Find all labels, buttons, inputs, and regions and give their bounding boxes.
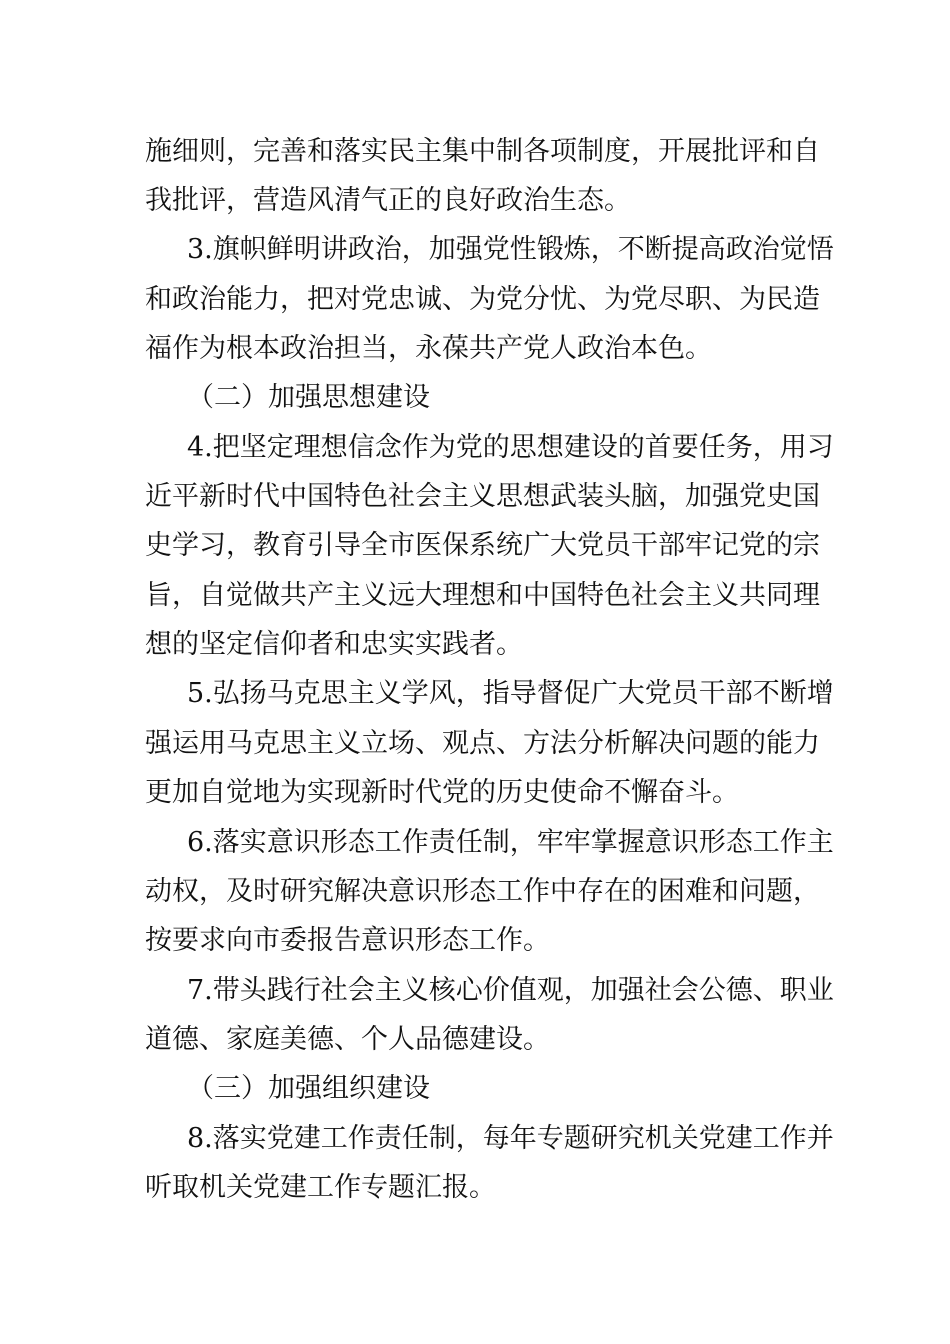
section-heading-two: （二）加强思想建设 (187, 382, 430, 413)
text-line: 按要求向市委报告意识形态工作。 (145, 925, 550, 956)
section-heading-three: （三）加强组织建设 (187, 1073, 430, 1104)
text-line: 听取机关党建工作专题汇报。 (145, 1172, 496, 1203)
paragraph-4-line: 4.把坚定理想信念作为党的思想建设的首要任务，用习 (187, 432, 834, 463)
text-line: 史学习，教育引导全市医保系统广大党员干部牢记党的宗 (145, 530, 820, 561)
text-line: 强运用马克思主义立场、观点、方法分析解决问题的能力 (145, 728, 820, 759)
paragraph-7-line: 7.带头践行社会主义核心价值观，加强社会公德、职业 (187, 975, 834, 1006)
paragraph-3-line: 3.旗帜鲜明讲政治，加强党性锻炼，不断提高政治觉悟 (187, 234, 834, 265)
text-line: 福作为根本政治担当，永葆共产党人政治本色。 (145, 333, 712, 364)
text-line: 更加自觉地为实现新时代党的历史使命不懈奋斗。 (145, 777, 739, 808)
text-line: 道德、家庭美德、个人品德建设。 (145, 1024, 550, 1055)
paragraph-8-line: 8.落实党建工作责任制，每年专题研究机关党建工作并 (187, 1123, 834, 1154)
text-line: 施细则，完善和落实民主集中制各项制度，开展批评和自 (145, 136, 820, 167)
text-line: 我批评，营造风清气正的良好政治生态。 (145, 185, 631, 216)
paragraph-5-line: 5.弘扬马克思主义学风，指导督促广大党员干部不断增 (187, 678, 834, 709)
text-line: 想的坚定信仰者和忠实实践者。 (145, 629, 523, 660)
text-line: 和政治能力，把对党忠诚、为党分忧、为党尽职、为民造 (145, 284, 820, 315)
paragraph-6-line: 6.落实意识形态工作责任制，牢牢掌握意识形态工作主 (187, 827, 834, 858)
text-line: 动权，及时研究解决意识形态工作中存在的困难和问题， (145, 876, 820, 907)
text-line: 旨，自觉做共产主义远大理想和中国特色社会主义共同理 (145, 580, 820, 611)
text-line: 近平新时代中国特色社会主义思想武装头脑，加强党史国 (145, 481, 820, 512)
